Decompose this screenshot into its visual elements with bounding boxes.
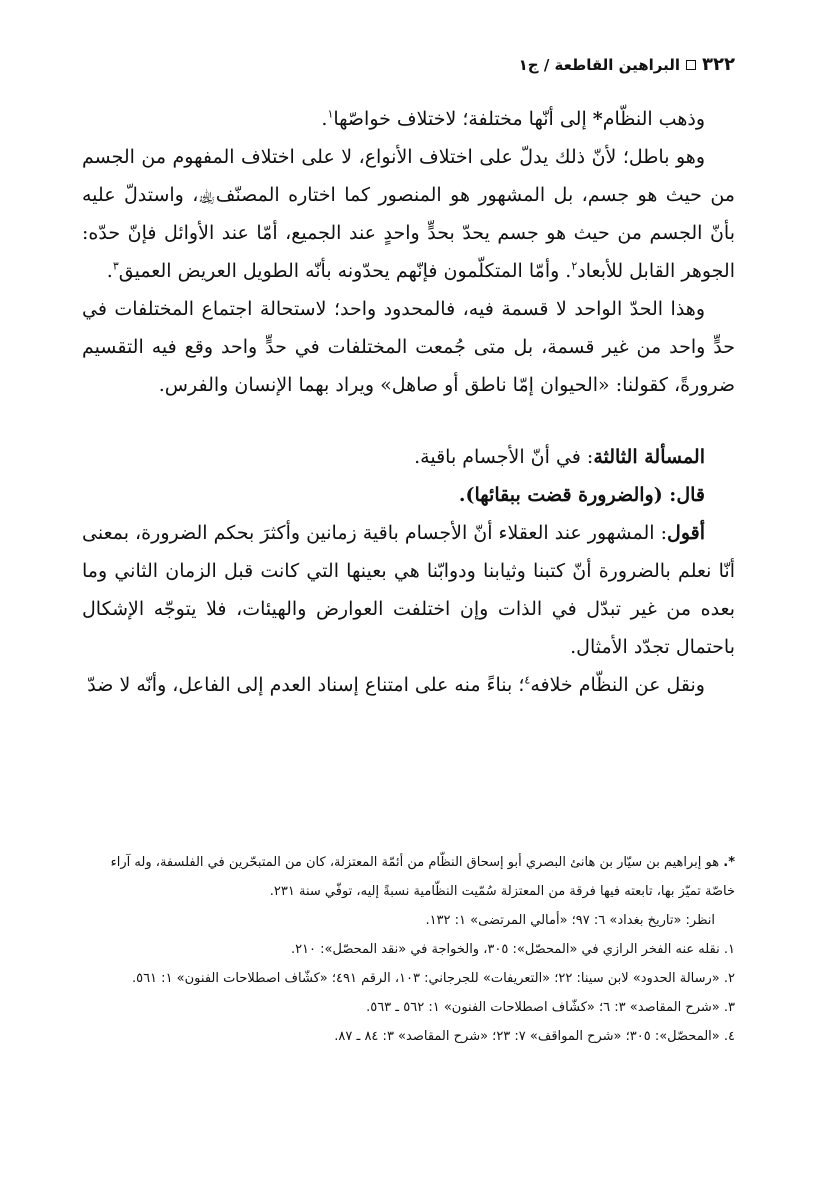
footnotes	[82, 848, 735, 1051]
footnote-ref: ١	[327, 107, 334, 121]
book-title: البراهين القاطعة / ج١	[518, 55, 681, 74]
footnote-star-mark: *.	[723, 855, 735, 870]
paragraph-refutation	[82, 138, 735, 290]
footnote-1: ١. نقله عنه الفخر الرازي في «المحصّل»: ٣٠٥، والخواجة في «نقد المحصّل»: ٢١٠.	[290, 942, 735, 957]
footnote-ref: ٢	[571, 259, 578, 273]
footnote-ref: ٤	[524, 673, 531, 687]
text-run: .	[321, 108, 328, 130]
text-run: . وأمّا المتكلّمون فإنّهم يحدّونه بأنّه الطويل العريض العميق	[118, 260, 572, 282]
paragraph-definition: وهذا الحدّ الواحد لا قسمة فيه، فالمحدود واحد؛ لاستحالة اجتماع المختلفات في حدٍّ واحد من غير قسمة، بل متى جُمعت المختلفات في حدٍّ واحد وقع فيه التقسيم ضرورةً، كقولنا: «الحيوان إمّا ناطق أو صاهل» ويراد بهما الإنسان والفرس.	[82, 298, 735, 396]
aqulu-text: : المشهور عند العقلاء أنّ الأجسام باقية زمانين وأكثرَ بحكم الضرورة، بمعنى أنّا نعلم بالضرورة أنّ كتبنا وثيابنا ودوابّنا هي بعينها التي كانت قبل الزمان الثاني وما بعده من غير تبدّل في الذات وإن اختلفت العوارض والهيئات، فلا يتوجّه الإشكال باحتمال تجدّد الأمثال.	[82, 522, 735, 658]
qala-text: : (والضرورة قضت ببقائها).	[458, 484, 677, 506]
text-run: .	[106, 260, 113, 282]
section-heading-third-question	[82, 438, 735, 476]
paragraph-aqulu	[82, 514, 735, 666]
footnote-star-sources: انظر: «تاريخ بغداد» ٦: ٩٧؛ «أمالي المرتضى» ١: ١٣٢.	[425, 913, 715, 928]
paragraph-nazzam-view	[82, 100, 735, 138]
paragraph-nazzam-dissent	[82, 666, 735, 704]
qala-label: قال	[676, 484, 705, 506]
text-run: إلى أنّها مختلفة؛ لاختلاف خواصّها	[333, 108, 593, 130]
main-text	[82, 100, 735, 704]
section-gap	[82, 404, 735, 438]
paragraph-qala	[82, 476, 735, 514]
text-run: وذهب النظّام	[602, 108, 705, 130]
footnote-2: ٢. «رسالة الحدود» لابن سينا: ٢٢؛ «التعريفات» للجرجاني: ١٠٣، الرقم ٤٩١؛ «كشّاف اصطلاحات الفنون» ١: ٥٦١.	[131, 971, 735, 986]
question-text: : في أنّ الأجسام باقية.	[414, 446, 594, 468]
page-number: ٣٢٢	[702, 54, 735, 75]
square-separator-icon	[686, 60, 696, 70]
footnote-ref: ٣	[112, 259, 119, 273]
text-run: ونقل عن النظّام خلافه	[530, 674, 705, 696]
footnote-text: هو إبراهيم بن سيّار بن هانئ البصري أبو إسحاق النظّام من أئمّة المعتزلة، كان من المتبحّرين في الفلسفة، وله آراء خاصّة تميّز بها، تابعته فيها فرقة من المعتزلة سُمّيت النظّامية نسبةً إليه، توفّي سنة ٢٣١.	[110, 855, 735, 899]
footnote-star-mark: *	[592, 108, 603, 130]
footnote-3: ٣. «شرح المقاصد» ٣: ٦؛ «كشّاف اصطلاحات الفنون» ١: ٥٦٢ ـ ٥٦٣.	[366, 1000, 735, 1015]
question-label: المسألة الثالثة	[593, 446, 705, 468]
footnote-star	[82, 848, 735, 906]
footnote-4: ٤. «المحصّل»: ٣٠٥؛ «شرح المواقف» ٧: ٢٣؛ «شرح المقاصد» ٣: ٨٤ ـ ٨٧.	[334, 1029, 735, 1044]
running-header	[519, 54, 735, 75]
text-run: وهو باطل؛ لأنّ ذلك يدلّ على اختلاف الأنواع، لا على اختلاف المفهوم من الجسم من حيث هو جسم، بل المشهور هو المنصور كما اختاره المصنّف‌﵀، واستدلّ عليه بأنّ الجسم من حيث هو جسم يحدّ بحدٍّ واحدٍ عند الجميع، أمّا عند الأوائل فإنّ حدّه: الجوهر القابل للأبعاد	[82, 146, 735, 282]
text-run: ؛ بناءً منه على امتناع إسناد العدم إلى الفاعل، وأنّه لا ضدّ	[87, 674, 525, 696]
aqulu-label: أقول	[667, 522, 705, 544]
